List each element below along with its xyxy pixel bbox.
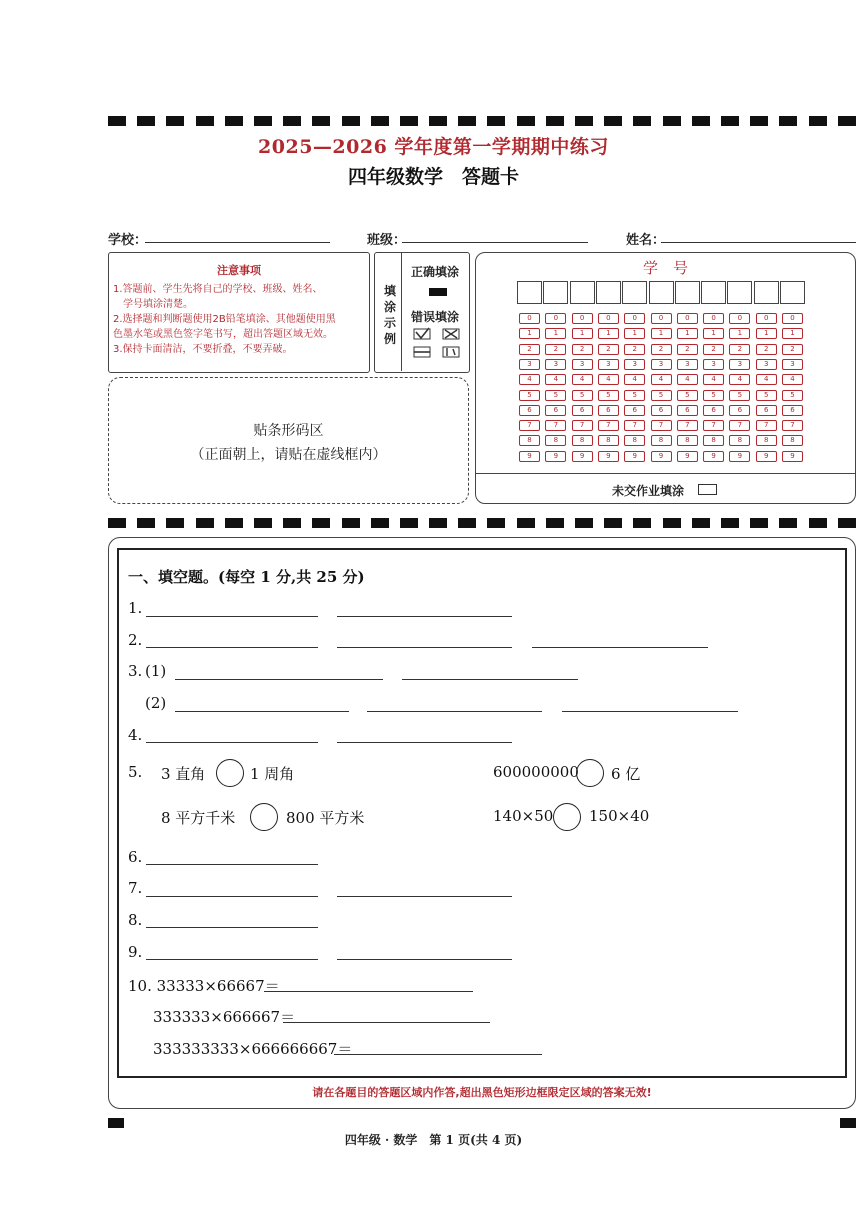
student-id-bubble[interactable]: 4 [598,374,619,385]
middle-dash-separator [108,518,856,528]
dash-segment [196,518,214,528]
student-id-bubble[interactable]: 9 [572,451,593,462]
answer-blank[interactable] [532,647,708,648]
q5-c-right: 800 平方米 [286,809,365,827]
student-id-bubble[interactable]: 7 [598,420,619,431]
corner-marker [108,1118,124,1128]
student-id-bubble[interactable]: 4 [782,374,803,385]
page-title: 2025—2026 学年度第一学期期中练习 [258,136,609,158]
notice-line: 学号填涂清楚。 [113,299,193,310]
student-id-bubble[interactable]: 2 [703,344,724,355]
student-id-bubble[interactable]: 4 [651,374,672,385]
q2-label: 2. [128,631,143,649]
answer-blank[interactable] [337,742,512,743]
student-id-bubble[interactable]: 4 [729,374,750,385]
dash-segment [342,518,360,528]
correct-fill-label: 正确填涂 [411,265,460,279]
student-id-bubble[interactable]: 0 [519,313,540,324]
student-id-digit-cell[interactable] [780,281,805,304]
dash-segment [166,518,184,528]
student-id-bubble[interactable]: 5 [572,390,593,401]
student-id-bubble[interactable]: 5 [756,390,777,401]
student-id-bubble[interactable]: 2 [782,344,803,355]
dash-segment [283,116,301,126]
dash-segment [604,518,622,528]
dash-segment [400,116,418,126]
student-id-digit-cell[interactable] [701,281,726,304]
dash-segment [750,116,768,126]
dash-segment [283,518,301,528]
student-id-bubble[interactable]: 5 [519,390,540,401]
student-id-bubble[interactable]: 3 [729,359,750,370]
dash-segment [633,116,651,126]
student-id-bubble[interactable]: 7 [651,420,672,431]
page-footer: 四年级 · 数学 第 1 页(共 4 页) [344,1133,523,1147]
student-id-bubble[interactable]: 0 [545,313,566,324]
wrong-fill-marks-icon [411,327,467,361]
answer-blank[interactable] [146,959,318,960]
student-id-bubble[interactable]: 4 [703,374,724,385]
student-id-bubble[interactable]: 2 [598,344,619,355]
top-dash-separator [108,116,856,126]
notice-title: 注意事项 [217,264,261,277]
student-id-bubble[interactable]: 8 [572,435,593,446]
dash-segment [779,116,797,126]
q5-d-left: 140×50 [493,807,554,825]
dash-segment [487,518,505,528]
student-id-bubble[interactable]: 1 [598,328,619,339]
student-id-digit-cell[interactable] [754,281,779,304]
answer-blank[interactable] [283,1022,490,1023]
dash-segment [721,518,739,528]
student-id-bubble[interactable]: 0 [729,313,750,324]
student-id-bubble[interactable]: 8 [782,435,803,446]
barcode-instruction: （正面朝上，请贴在虚线框内） [190,447,387,463]
student-id-bubble[interactable]: 8 [729,435,750,446]
student-id-bubble[interactable]: 3 [598,359,619,370]
student-id-bubble[interactable]: 1 [545,328,566,339]
student-id-bubble[interactable]: 1 [572,328,593,339]
q5-a-left: 3 直角 [161,765,206,783]
answer-blank[interactable] [146,647,318,648]
fill-example-vertical-label: 填 涂 示 例 [383,284,396,346]
q5-a-right: 1 周角 [250,765,295,783]
barcode-label: 贴条形码区 [253,423,324,439]
student-id-bubble[interactable]: 8 [651,435,672,446]
answer-blank[interactable] [175,679,383,680]
student-id-bubble[interactable]: 1 [624,328,645,339]
dash-segment [721,116,739,126]
student-id-bubble[interactable]: 6 [756,405,777,416]
student-id-digit-cell[interactable] [543,281,568,304]
q10-line1: 10. 33333×66667＝ [128,977,280,995]
page-subtitle: 四年级数学 答题卡 [347,166,519,188]
student-id-bubble[interactable]: 1 [703,328,724,339]
q3-label: 3. [128,662,143,680]
student-id-bubble[interactable]: 0 [624,313,645,324]
q3-2-label: (2) [145,694,167,712]
notice-line: 1.答题前、学生先将自己的学校、班级、姓名、 [113,284,323,295]
student-id-bubble[interactable]: 2 [756,344,777,355]
answer-blank[interactable] [367,711,542,712]
warning-text: 请在各题目的答题区域内作答,超出黑色矩形边框限定区域的答案无效! [312,1086,652,1099]
student-id-bubble[interactable]: 8 [624,435,645,446]
q8-label: 8. [128,911,143,929]
student-id-bubble[interactable]: 2 [624,344,645,355]
student-id-bubble[interactable]: 3 [624,359,645,370]
student-id-bubble[interactable]: 8 [519,435,540,446]
student-id-bubble[interactable]: 3 [677,359,698,370]
dash-segment [225,518,243,528]
student-id-bubble[interactable]: 6 [782,405,803,416]
student-id-digit-cell[interactable] [649,281,674,304]
student-id-title: 学 号 [642,259,688,277]
student-id-bubble[interactable]: 9 [677,451,698,462]
dash-segment [517,116,535,126]
correct-fill-mark-icon [429,288,447,296]
student-id-bubble[interactable]: 8 [703,435,724,446]
student-id-bubble[interactable]: 7 [677,420,698,431]
dash-segment [604,116,622,126]
answer-blank[interactable] [337,896,512,897]
dash-segment [254,518,272,528]
q3-1-label: (1) [145,662,167,680]
dash-segment [312,116,330,126]
student-id-bubble[interactable]: 8 [756,435,777,446]
student-id-bubble[interactable]: 8 [677,435,698,446]
school-label: 学校： [108,233,148,248]
student-id-bubble[interactable]: 7 [519,420,540,431]
student-id-bubble[interactable]: 6 [729,405,750,416]
answer-blank[interactable] [146,742,318,743]
class-field[interactable] [402,242,588,243]
student-id-digit-cell[interactable] [622,281,647,304]
dash-segment [663,116,681,126]
student-id-bubble[interactable]: 6 [598,405,619,416]
comparison-circle[interactable] [216,759,244,787]
notice-line: 3.保持卡面清洁，不要折叠，不要弄破。 [113,344,293,355]
dash-segment [487,116,505,126]
student-id-bubble[interactable]: 2 [651,344,672,355]
student-id-digit-cell[interactable] [727,281,752,304]
student-id-bubble[interactable]: 1 [756,328,777,339]
student-id-bubble[interactable]: 9 [782,451,803,462]
student-id-bubble[interactable]: 5 [782,390,803,401]
student-id-bubble[interactable]: 0 [651,313,672,324]
dash-segment [108,116,126,126]
student-id-bubble[interactable]: 3 [756,359,777,370]
student-id-bubble[interactable]: 4 [545,374,566,385]
student-id-bubble[interactable]: 6 [677,405,698,416]
student-id-digit-cell[interactable] [570,281,595,304]
comparison-circle[interactable] [553,803,581,831]
student-id-bubble[interactable]: 3 [782,359,803,370]
q7-label: 7. [128,879,143,897]
student-id-bubble[interactable]: 9 [729,451,750,462]
student-id-digit-cell[interactable] [596,281,621,304]
student-id-bubble[interactable]: 3 [651,359,672,370]
answer-blank[interactable] [175,711,349,712]
answer-blank[interactable] [337,616,512,617]
student-id-bubble[interactable]: 0 [572,313,593,324]
student-id-bubble[interactable]: 1 [729,328,750,339]
student-id-bubble[interactable]: 3 [572,359,593,370]
corner-marker [840,1118,856,1128]
student-id-bubble[interactable]: 4 [572,374,593,385]
student-id-bubble[interactable]: 7 [756,420,777,431]
student-id-bubble[interactable]: 2 [519,344,540,355]
student-id-bubble[interactable]: 7 [703,420,724,431]
dash-segment [458,518,476,528]
class-label: 班级： [367,233,407,248]
answer-blank[interactable] [146,864,318,865]
student-id-bubble[interactable]: 7 [572,420,593,431]
dash-segment [750,518,768,528]
dash-segment [312,518,330,528]
student-id-digit-cell[interactable] [675,281,700,304]
student-id-bubble[interactable]: 7 [729,420,750,431]
student-id-bubble[interactable]: 5 [729,390,750,401]
student-id-bubble[interactable]: 1 [677,328,698,339]
dash-segment [663,518,681,528]
dash-segment [137,518,155,528]
student-id-bubble[interactable]: 1 [651,328,672,339]
student-id-bubble[interactable]: 9 [651,451,672,462]
student-id-bubble[interactable]: 3 [703,359,724,370]
student-id-bubble[interactable]: 5 [651,390,672,401]
student-id-bubble[interactable]: 6 [545,405,566,416]
student-id-bubble[interactable]: 2 [572,344,593,355]
not-submitted-bubble[interactable] [698,484,717,495]
student-id-bubble[interactable]: 0 [598,313,619,324]
student-id-bubble[interactable]: 5 [703,390,724,401]
student-id-bubble[interactable]: 4 [519,374,540,385]
dash-segment [137,116,155,126]
student-id-bubble[interactable]: 5 [677,390,698,401]
dash-segment [254,116,272,126]
student-id-bubble[interactable]: 1 [519,328,540,339]
dash-segment [575,116,593,126]
student-id-bubble[interactable]: 8 [598,435,619,446]
dash-segment [429,518,447,528]
student-id-bubble[interactable]: 9 [703,451,724,462]
student-id-bubble[interactable]: 3 [519,359,540,370]
student-id-digit-cell[interactable] [517,281,542,304]
student-id-bubble[interactable]: 5 [598,390,619,401]
dash-segment [458,116,476,126]
q1-label: 1. [128,599,143,617]
q9-label: 9. [128,943,143,961]
dash-segment [371,116,389,126]
student-id-bubble[interactable]: 0 [756,313,777,324]
dash-segment [779,518,797,528]
q5-label: 5. [128,763,143,781]
student-id-bubble[interactable]: 4 [677,374,698,385]
student-id-bubble[interactable]: 2 [545,344,566,355]
student-id-bubble[interactable]: 9 [756,451,777,462]
comparison-circle[interactable] [576,759,604,787]
dash-segment [517,518,535,528]
answer-blank[interactable] [337,647,512,648]
dash-segment [575,518,593,528]
student-id-bubble[interactable]: 0 [677,313,698,324]
student-id-bubble[interactable]: 5 [624,390,645,401]
student-id-bubble[interactable]: 2 [677,344,698,355]
answer-blank[interactable] [562,711,738,712]
q10-line2: 333333×666667＝ [153,1008,296,1026]
notice-box [108,252,370,373]
student-id-bubble[interactable]: 7 [782,420,803,431]
student-id-bubble[interactable]: 6 [651,405,672,416]
student-id-bubble[interactable]: 9 [598,451,619,462]
answer-blank[interactable] [264,991,473,992]
student-id-bubble[interactable]: 6 [703,405,724,416]
dash-segment [400,518,418,528]
student-id-bubble[interactable]: 7 [624,420,645,431]
name-label: 姓名： [626,233,666,248]
name-field[interactable] [661,242,856,243]
dash-segment [371,518,389,528]
barcode-area[interactable] [108,377,469,504]
answer-blank[interactable] [334,1054,542,1055]
not-submitted-label: 未交作业填涂 [612,484,685,498]
wrong-fill-label: 错误填涂 [411,310,460,324]
student-id-bubble[interactable]: 9 [624,451,645,462]
q5-b-right: 6 亿 [611,765,641,783]
student-id-bubble[interactable]: 9 [545,451,566,462]
dash-segment [838,116,856,126]
student-id-bubble[interactable]: 4 [624,374,645,385]
dash-segment [225,116,243,126]
answer-blank[interactable] [402,679,578,680]
dash-segment [166,116,184,126]
student-id-bubble[interactable]: 1 [782,328,803,339]
comparison-circle[interactable] [250,803,278,831]
fill-example-box [374,252,470,373]
answer-blank[interactable] [146,927,318,928]
student-id-bubble[interactable]: 9 [519,451,540,462]
student-id-bubble[interactable]: 4 [756,374,777,385]
student-id-bubble[interactable]: 5 [545,390,566,401]
q4-label: 4. [128,726,143,744]
student-id-bubble[interactable]: 6 [572,405,593,416]
dash-segment [838,518,856,528]
student-id-bubble[interactable]: 6 [624,405,645,416]
student-id-bubble[interactable]: 0 [703,313,724,324]
student-id-bubble[interactable]: 3 [545,359,566,370]
dash-segment [633,518,651,528]
dash-segment [546,116,564,126]
answer-blank[interactable] [146,616,318,617]
dash-segment [809,518,827,528]
section1-heading: 一、填空题。(每空 1 分,共 25 分) [128,568,365,586]
q10-line3: 333333333×666666667＝ [153,1040,353,1058]
student-id-bubble[interactable]: 0 [782,313,803,324]
q5-b-left: 600000000 [493,763,579,781]
dash-segment [108,518,126,528]
dash-segment [809,116,827,126]
dash-segment [692,518,710,528]
school-field[interactable] [145,242,330,243]
q6-label: 6. [128,848,143,866]
student-id-bubble[interactable]: 8 [545,435,566,446]
notice-line: 2.选择题和判断题使用2B铅笔填涂、其他题使用黑 [113,314,336,325]
student-id-bubble[interactable]: 6 [519,405,540,416]
student-id-bubble[interactable]: 2 [729,344,750,355]
dash-segment [342,116,360,126]
notice-line: 色墨水笔或黑色签字笔书写，超出答题区域无效。 [113,329,333,340]
q5-c-left: 8 平方千米 [161,809,236,827]
dash-segment [429,116,447,126]
answer-blank[interactable] [337,959,512,960]
answer-blank[interactable] [146,896,318,897]
dash-segment [692,116,710,126]
student-id-bubble[interactable]: 7 [545,420,566,431]
dash-segment [196,116,214,126]
q5-d-right: 150×40 [589,807,650,825]
dash-segment [546,518,564,528]
